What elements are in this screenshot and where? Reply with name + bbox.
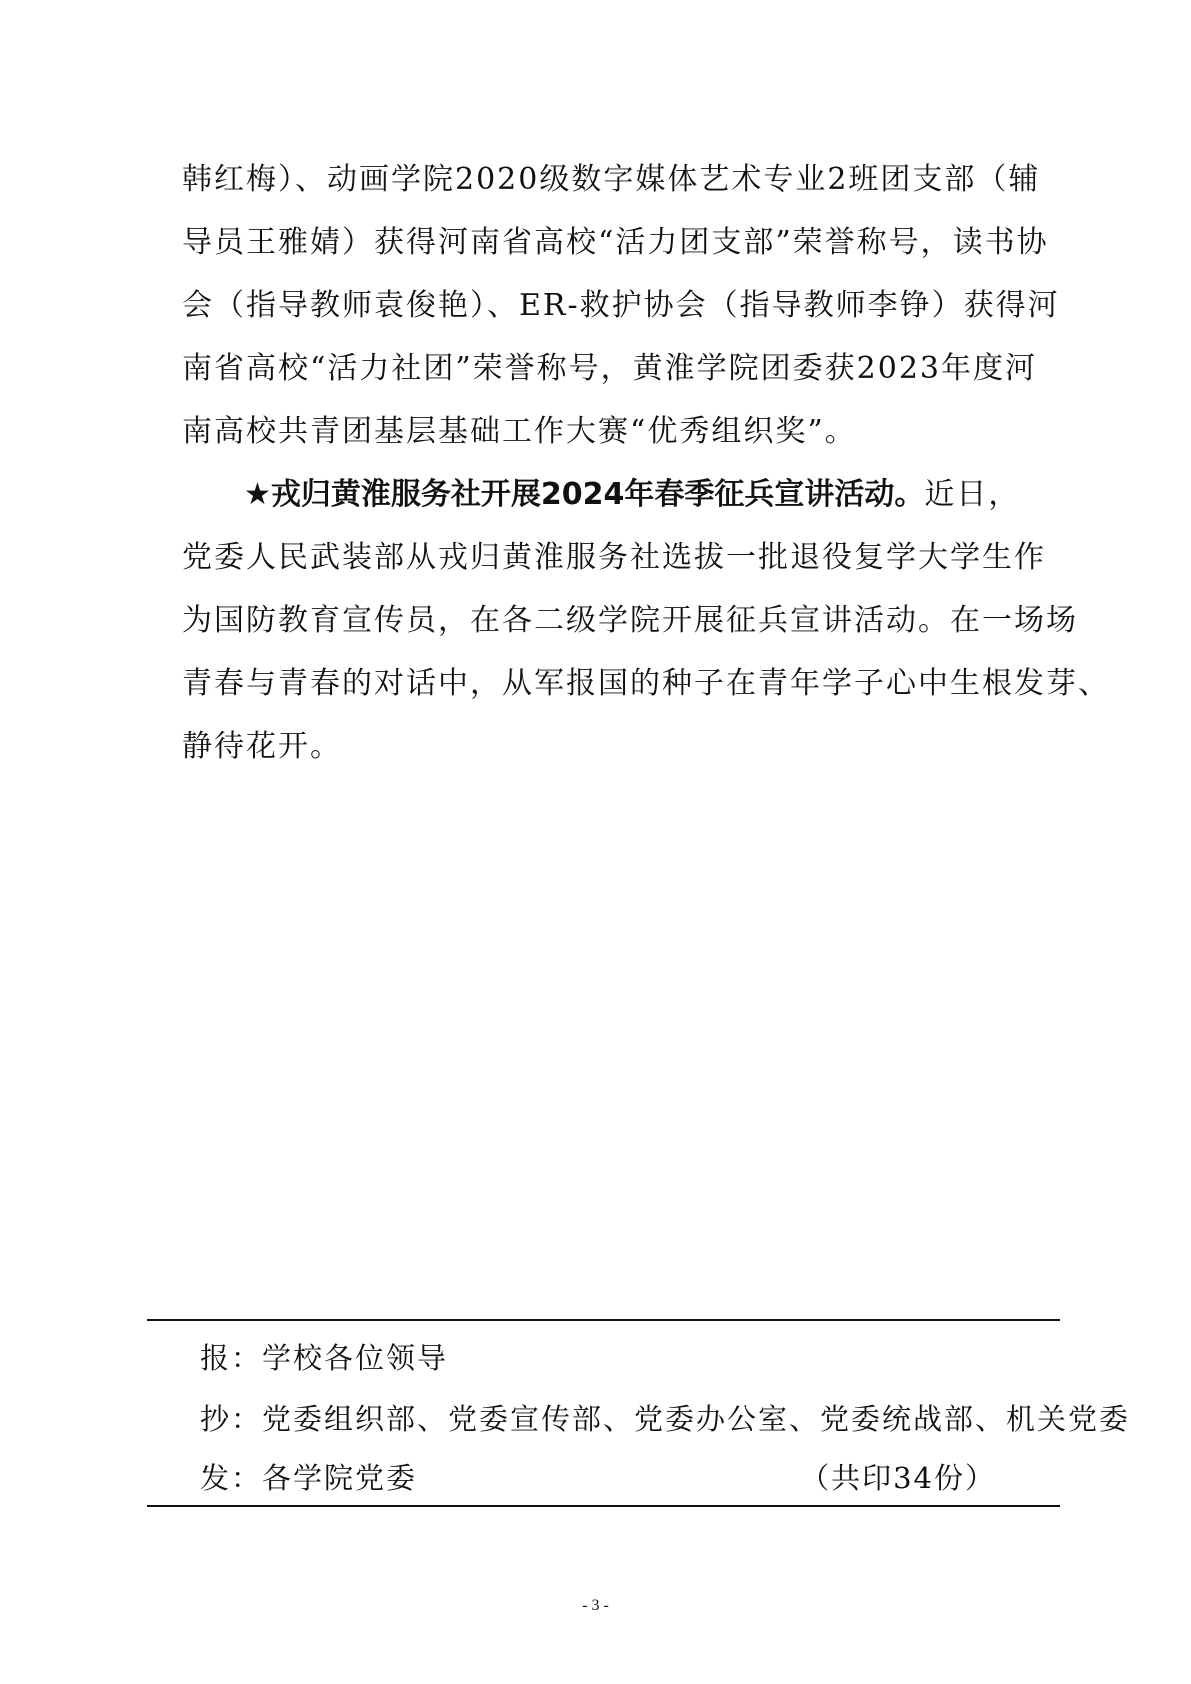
text-line: 青春与青春的对话中，从军报国的种子在青年学子心中生根发芽、: [182, 666, 1110, 701]
text-line: 韩红梅）、动画学院2020级数字媒体艺术专业2班团支部（辅: [182, 162, 1041, 197]
distribution-bottom-rule: [147, 1505, 1060, 1507]
print-copies: （共印34份）: [800, 1461, 996, 1495]
text-line: 党委人民武装部从戎归黄淮服务社选拔一批退役复学大学生作: [182, 540, 1046, 575]
news-item-first-line: [182, 463, 1021, 526]
page-number: - 3 -: [582, 1597, 609, 1614]
send-recipients: 发：各学院党委: [200, 1461, 418, 1495]
text-line: 为国防教育宣传员，在各二级学院开展征兵宣讲活动。在一场场: [182, 603, 1078, 638]
text-line: 南省高校“活力社团”荣誉称号，黄淮学院团委获2023年度河: [182, 351, 1038, 386]
send-recipients-row: [200, 1456, 1060, 1497]
copy-recipients: 抄：党委组织部、党委宣传部、党委办公室、党委统战部、机关党委: [200, 1402, 1131, 1436]
report-recipients: 报：学校各位领导: [200, 1341, 449, 1375]
body-text: [182, 148, 1110, 778]
text-line: 南高校共青团基层基础工作大赛“优秀组织奖”。: [182, 414, 857, 449]
news-headline: ★戎归黄淮服务社开展2024年春季征兵宣讲活动。: [244, 477, 925, 512]
text-fragment: 近日，: [924, 477, 1021, 512]
text-line: 导员王雅婧）获得河南省高校“活力团支部”荣誉称号，读书协: [182, 225, 1049, 260]
text-line: 静待花开。: [182, 729, 342, 764]
text-line: 会（指导教师袁俊艳）、ER-救护协会（指导教师李铮）获得河: [182, 288, 1060, 323]
distribution-top-rule: [147, 1319, 1060, 1321]
